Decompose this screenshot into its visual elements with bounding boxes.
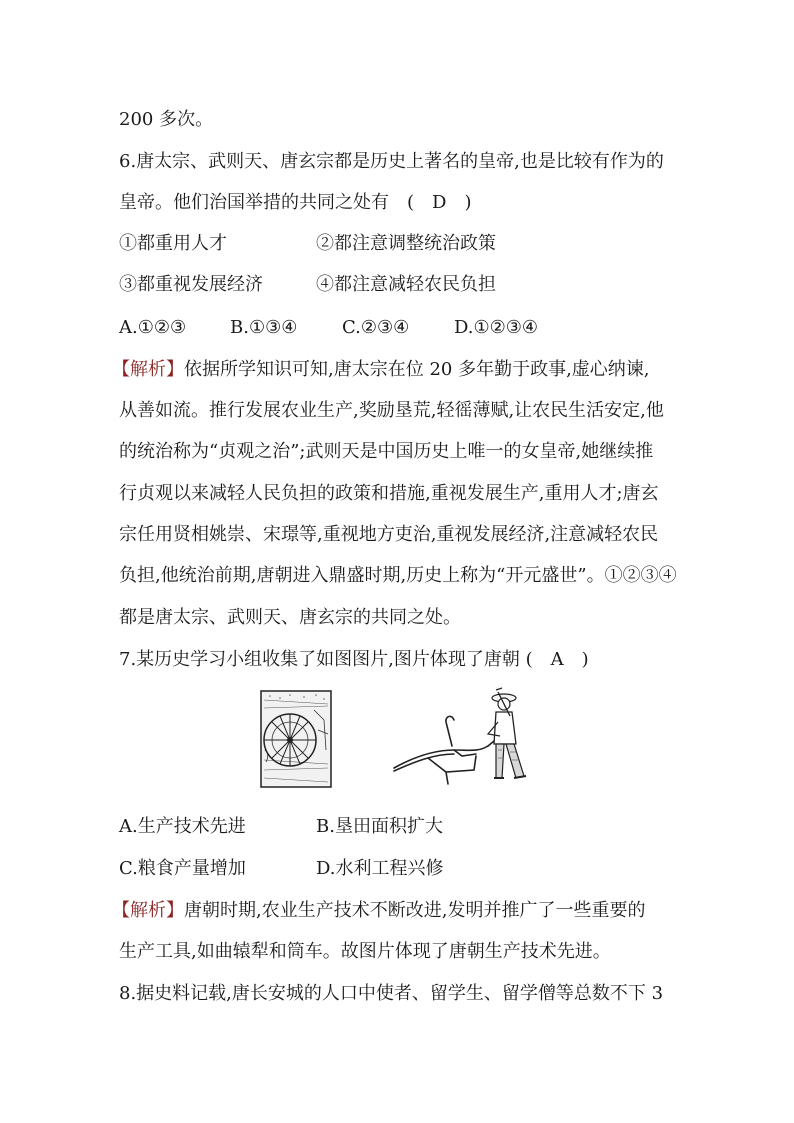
q7-choice-a: A.生产技术先进 xyxy=(119,816,246,837)
q5-tail: 200 多次。 xyxy=(119,109,214,130)
q6-choice-c: C.②③④ xyxy=(342,317,410,338)
curved-plough-image xyxy=(392,686,542,786)
q6-stem-line1: 6.唐太宗、武则天、唐玄宗都是历史上著名的皇帝,也是比较有作为的 xyxy=(119,151,664,172)
q7-analysis-line1: 【解析】唐朝时期,农业生产技术不断改进,发明并推广了一些重要的 xyxy=(112,900,646,921)
q7-analysis-label: 【解析】 xyxy=(112,900,184,921)
water-wheel-image xyxy=(260,690,332,788)
q6-analysis-line1: 【解析】依据所学知识可知,唐太宗在位 20 多年勤于政事,虚心纳谏, xyxy=(112,359,650,380)
q6-analysis-line7: 都是唐太宗、武则天、唐玄宗的共同之处。 xyxy=(119,607,461,628)
q6-item-1: ①都重用人才 xyxy=(119,233,227,254)
q7-choice-b: B.垦田面积扩大 xyxy=(316,816,443,837)
q6-analysis-line2: 从善如流。推行发展农业生产,奖励垦荒,轻徭薄赋,让农民生活安定,他 xyxy=(119,400,664,421)
q6-stem-line2: 皇帝。他们治国举措的共同之处有 ( D ) xyxy=(119,192,472,213)
q6-choice-a: A.①②③ xyxy=(119,317,187,338)
q6-analysis-label: 【解析】 xyxy=(112,359,184,380)
q6-item-3: ③都重视发展经济 xyxy=(119,274,263,295)
q6-analysis-line5: 宗任用贤相姚崇、宋璟等,重视地方吏治,重视发展经济,注意减轻农民 xyxy=(119,524,659,545)
q7-stem: 7.某历史学习小组收集了如图图片,图片体现了唐朝 ( A ) xyxy=(119,649,589,670)
q8-stem: 8.据史料记载,唐长安城的人口中使者、留学生、留学僧等总数不下 3 xyxy=(119,983,664,1004)
q7-choice-d: D.水利工程兴修 xyxy=(316,858,444,879)
q6-choice-d: D.①②③④ xyxy=(454,317,539,338)
q6-item-2: ②都注意调整统治政策 xyxy=(316,233,496,254)
q6-choice-b: B.①③④ xyxy=(230,317,298,338)
q6-analysis-line3: 的统治称为“贞观之治”;武则天是中国历史上唯一的女皇帝,她继续推 xyxy=(119,441,654,462)
q6-analysis-line4: 行贞观以来减轻人民负担的政策和措施,重视发展生产,重用人才;唐玄 xyxy=(119,483,659,504)
q7-choice-c: C.粮食产量增加 xyxy=(119,858,246,879)
q6-analysis-line6: 负担,他统治前期,唐朝进入鼎盛时期,历史上称为“开元盛世”。①②③④ xyxy=(119,565,677,586)
q6-item-4: ④都注意减轻农民负担 xyxy=(316,274,496,295)
q7-analysis-line2: 生产工具,如曲辕犁和筒车。故图片体现了唐朝生产技术先进。 xyxy=(119,941,611,962)
